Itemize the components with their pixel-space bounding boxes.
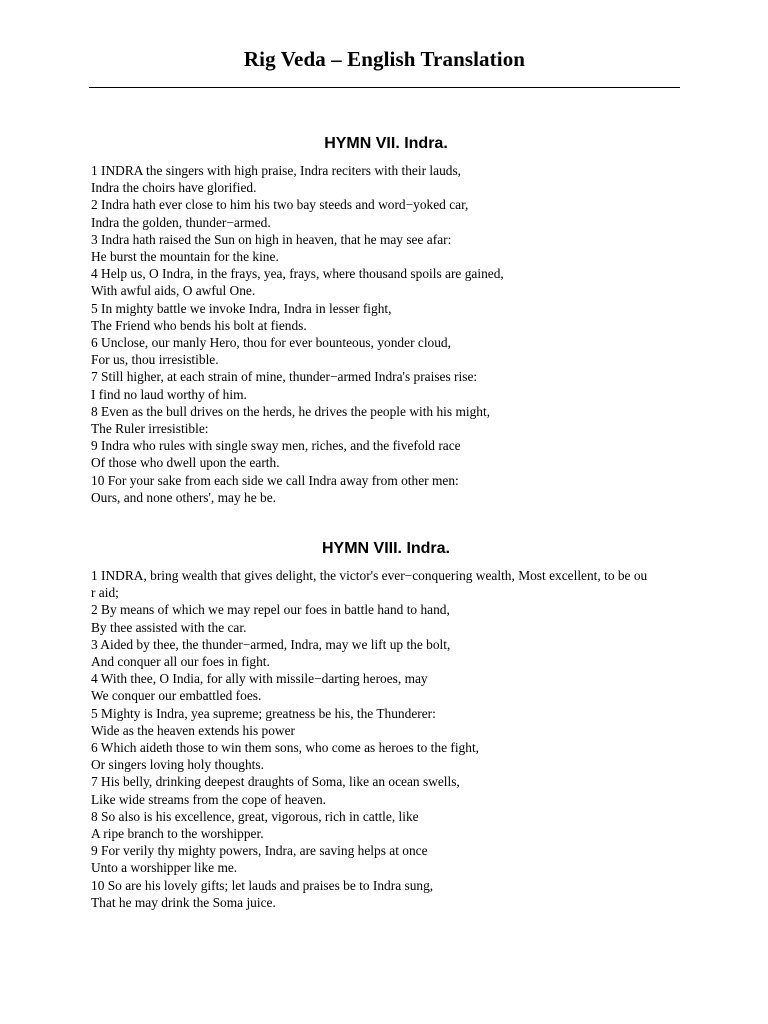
- verse-line: 3 Indra hath raised the Sun on high in heaven, that he may see afar:: [91, 231, 452, 247]
- verse-line: The Friend who bends his bolt at fiends.: [91, 317, 307, 333]
- verse-line: 2 Indra hath ever close to him his two bay steeds and word−yoked car,: [91, 197, 469, 213]
- verse-line: We conquer our embattled foes.: [91, 688, 262, 704]
- verse-line: 9 Indra who rules with single sway men, riches, and the fivefold race: [91, 438, 461, 454]
- verse-line: By thee assisted with the car.: [91, 619, 247, 635]
- verse-line: 4 Help us, O Indra, in the frays, yea, frays, where thousand spoils are gained,: [91, 266, 504, 282]
- verse-line: And conquer all our foes in fight.: [91, 654, 270, 670]
- verse-line: The Ruler irresistible:: [91, 421, 209, 437]
- verse-list: [91, 162, 681, 506]
- verse-line: Ours, and none others', may he be.: [91, 489, 276, 505]
- verse-line: 1 INDRA the singers with high praise, Indra reciters with their lauds,: [91, 163, 462, 178]
- hymn-title: HYMN VIII. Indra.: [321, 540, 450, 557]
- hymn-section: [91, 539, 681, 911]
- verse-line: 5 In mighty battle we invoke Indra, Indra in lesser fight,: [91, 300, 392, 316]
- hymn-title: HYMN VII. Indra.: [324, 135, 448, 152]
- verse-line: 6 Which aideth those to win them sons, who come as heroes to the fight,: [91, 740, 480, 756]
- verse-line: That he may drink the Soma juice.: [91, 894, 276, 910]
- verse-line: I find no laud worthy of him.: [91, 386, 247, 402]
- verse-line: 3 Aided by thee, the thunder−armed, Indra, may we lift up the bolt,: [91, 636, 451, 652]
- verse-line: Unto a worshipper like me.: [91, 860, 238, 876]
- verse-line: A ripe branch to the worshipper.: [91, 826, 264, 842]
- verse-line: Indra the golden, thunder−armed.: [91, 214, 271, 230]
- verse-line: Indra the choirs have glorified.: [91, 180, 257, 196]
- verse-line: 10 For your sake from each side we call Indra away from other men:: [91, 472, 459, 488]
- verse-line: 7 His belly, drinking deepest draughts of Soma, like an ocean swells,: [91, 774, 460, 790]
- verse-list: [91, 567, 681, 911]
- verse-line: 10 So are his lovely gifts; let lauds and praises be to Indra sung,: [91, 877, 434, 893]
- verse-line: 5 Mighty is Indra, yea supreme; greatness be his, the Thunderer:: [91, 705, 436, 721]
- verse-line: Like wide streams from the cope of heaven.: [91, 791, 326, 807]
- verse-line: r aid;: [91, 585, 119, 601]
- verse-line: With awful aids, O awful One.: [91, 283, 256, 299]
- verse-line: Of those who dwell upon the earth.: [91, 455, 280, 471]
- verse-line: 8 So also is his excellence, great, vigorous, rich in cattle, like: [91, 808, 419, 824]
- verse-line: 1 INDRA, bring wealth that gives delight, the victor's ever−conquering wealth, Most excellent, to be ou: [91, 568, 648, 583]
- verse-line: He burst the mountain for the kine.: [91, 249, 279, 265]
- verse-line: Or singers loving holy thoughts.: [91, 757, 264, 773]
- verse-line: 6 Unclose, our manly Hero, thou for ever bounteous, yonder cloud,: [91, 335, 451, 351]
- verse-line: 8 Even as the bull drives on the herds, he drives the people with his might,: [91, 403, 491, 419]
- verse-line: 4 With thee, O India, for ally with missile−darting heroes, may: [91, 671, 428, 687]
- hymn-section: [91, 134, 681, 506]
- page-header: [89, 44, 680, 88]
- verse-line: 9 For verily thy mighty powers, Indra, are saving helps at once: [91, 843, 428, 859]
- verse-line: For us, thou irresistible.: [91, 352, 219, 368]
- verse-line: Wide as the heaven extends his power: [91, 722, 295, 738]
- verse-line: 7 Still higher, at each strain of mine, thunder−armed Indra's praises rise:: [91, 369, 478, 385]
- page-title: Rig Veda – English Translation: [243, 47, 526, 71]
- verse-line: 2 By means of which we may repel our foes in battle hand to hand,: [91, 602, 450, 618]
